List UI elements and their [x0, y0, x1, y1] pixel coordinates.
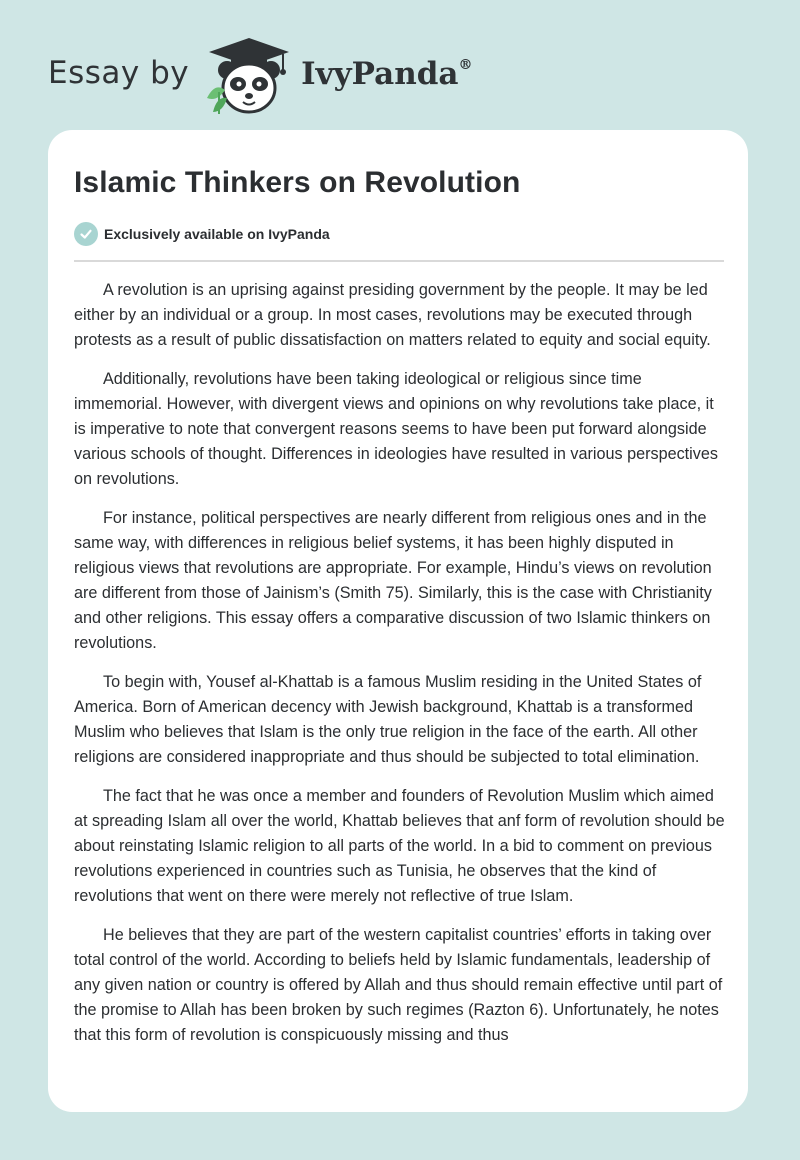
paragraph: He believes that they are part of the western capitalist countries’ efforts in taking over total control of the world. According to beliefs held by Islamic fundamentals, leadership of any given nation or country is offered by Allah and thus should remain effective until part of the promise to Allah has been broken by such regimes (Razton 6). Unfortunately, he notes that this form of revolution is conspicuously missing and thus: [74, 926, 723, 1044]
paragraph: A revolution is an uprising against presiding government by the people. It may be led either by an individual or a group. In most cases, revolutions may be executed through protests as a result of public dissatisfaction on matters related to equity and social equity.: [74, 281, 711, 349]
registered-mark: ®: [458, 56, 473, 73]
paragraph: To begin with, Yousef al-Khattab is a famous Muslim residing in the United States of America. Born of American decency with Jewish background, Khattab is a transformed Muslim who believes that Islam is the only true religion in the face of the earth. All other religions are considered inappropriate and thus should be subjected to total elimination.: [74, 673, 702, 766]
checkmark-icon: [74, 222, 98, 246]
site-header: [48, 36, 473, 116]
brand-name[interactable]: [301, 56, 472, 92]
paragraph: Additionally, revolutions have been taking ideological or religious since time immemorial. However, with divergent views and opinions on why revolutions take place, it is imperative to note that convergent reasons seems to have been put forward alongside various schools of thought. Differences in ideologies have resulted in various perspectives on revolutions.: [74, 370, 718, 488]
brand-text: IvyPanda: [301, 56, 459, 92]
article-body: [74, 278, 726, 1062]
panda-logo-icon[interactable]: [203, 36, 295, 116]
paragraph: The fact that he was once a member and founders of Revolution Muslim which aimed at spreading Islam all over the world, Khattab believes that anf form of revolution should be about reinstating Islamic religion to all parts of the world. In a bid to comment on previous revolutions experienced in countries such as Tunisia, he observes that the kind of revolutions that went on there were merely not reflective of true Islam.: [74, 787, 725, 905]
exclusive-label: Exclusively available on IvyPanda: [104, 226, 330, 242]
article-title: Islamic Thinkers on Revolution: [74, 166, 521, 199]
paragraph: For instance, political perspectives are nearly different from religious ones and in the same way, with differences in religious belief systems, it has been highly disputed in religious views that revolutions are appropriate. For example, Hindu’s views on revolution are different from those of Jainism’s (Smith 75). Similarly, this is the case with Christianity and other religions. This essay offers a comparative discussion of two Islamic thinkers on revolutions.: [74, 509, 712, 652]
article-card: [48, 130, 748, 1112]
exclusive-badge: [74, 222, 330, 246]
essay-by-label: Essay by: [48, 55, 190, 91]
title-divider: [74, 260, 724, 262]
